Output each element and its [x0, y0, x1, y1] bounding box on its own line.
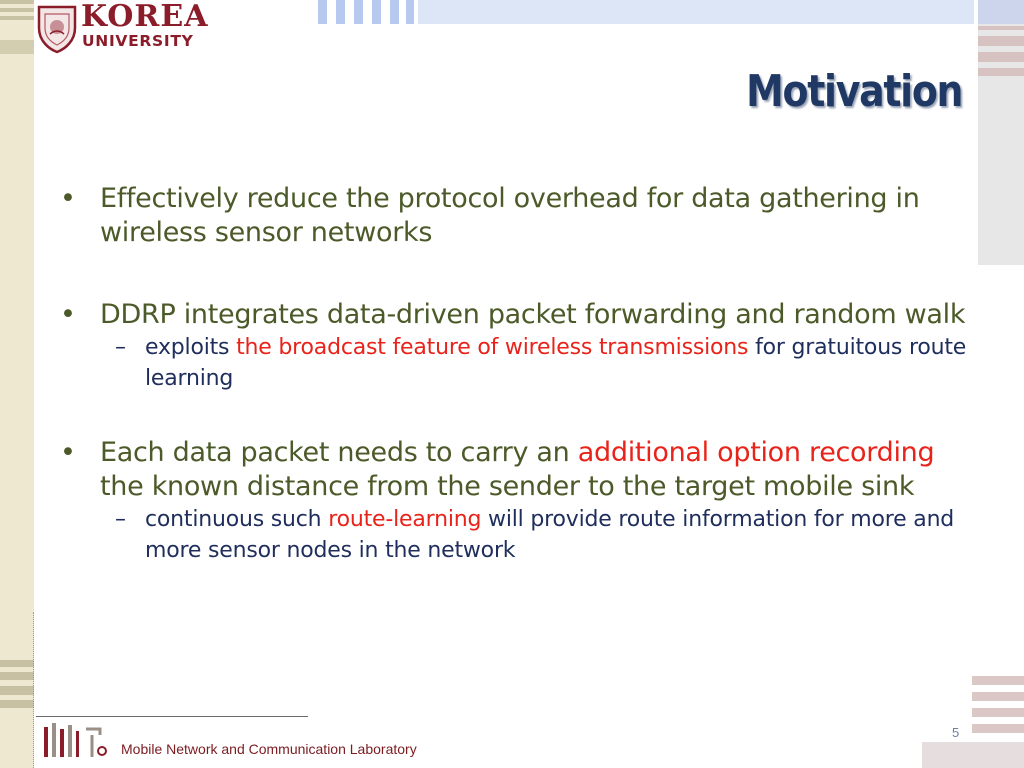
korea-university-logo: [36, 2, 216, 56]
bullet-text: the known distance from the sender to the target mobile sink: [100, 471, 915, 502]
page-number: 5: [952, 725, 960, 740]
sub-bullet-item: [115, 504, 970, 566]
bullet-marker: •: [60, 437, 76, 468]
bullet-text: DDRP integrates data-driven packet forwarding and random walk: [100, 299, 966, 330]
logo-university-text: UNIVERSITY: [82, 32, 194, 50]
logo-korea-text: KOREA: [81, 0, 209, 34]
sub-bullet-text: for gratuitous route learning: [145, 335, 967, 391]
bullet-text: Effectively reduce the protocol overhead for data gathering in wireless sensor networks: [100, 183, 920, 248]
bullet-item: [60, 182, 970, 250]
bullet-marker: •: [60, 183, 76, 214]
sub-bullet-marker: –: [115, 335, 126, 360]
lab-name: Mobile Network and Communication Laboratory: [121, 741, 417, 757]
slide-body: [60, 182, 970, 566]
highlighted-text: the broadcast feature of wireless transmissions: [236, 335, 749, 360]
highlighted-text: additional option recording: [577, 437, 935, 468]
sub-bullet-marker: –: [115, 507, 126, 532]
bullet-text: Each data packet needs to carry an: [100, 437, 578, 468]
slide-title: Motivation: [745, 66, 962, 117]
sub-bullet-text: will provide route information for more and more sensor nodes in the network: [145, 507, 955, 563]
sub-bullet-text: exploits: [145, 335, 237, 360]
sub-bullet-text: continuous such: [145, 507, 329, 532]
bullet-marker: •: [60, 299, 76, 330]
sub-bullet-item: [115, 332, 970, 394]
bullet-item: [60, 436, 970, 504]
lab-logo-icon: [42, 721, 112, 761]
footer-divider: [36, 716, 308, 717]
bullet-item: [60, 298, 970, 332]
highlighted-text: route-learning: [328, 507, 482, 532]
university-crest-icon: [36, 4, 78, 54]
